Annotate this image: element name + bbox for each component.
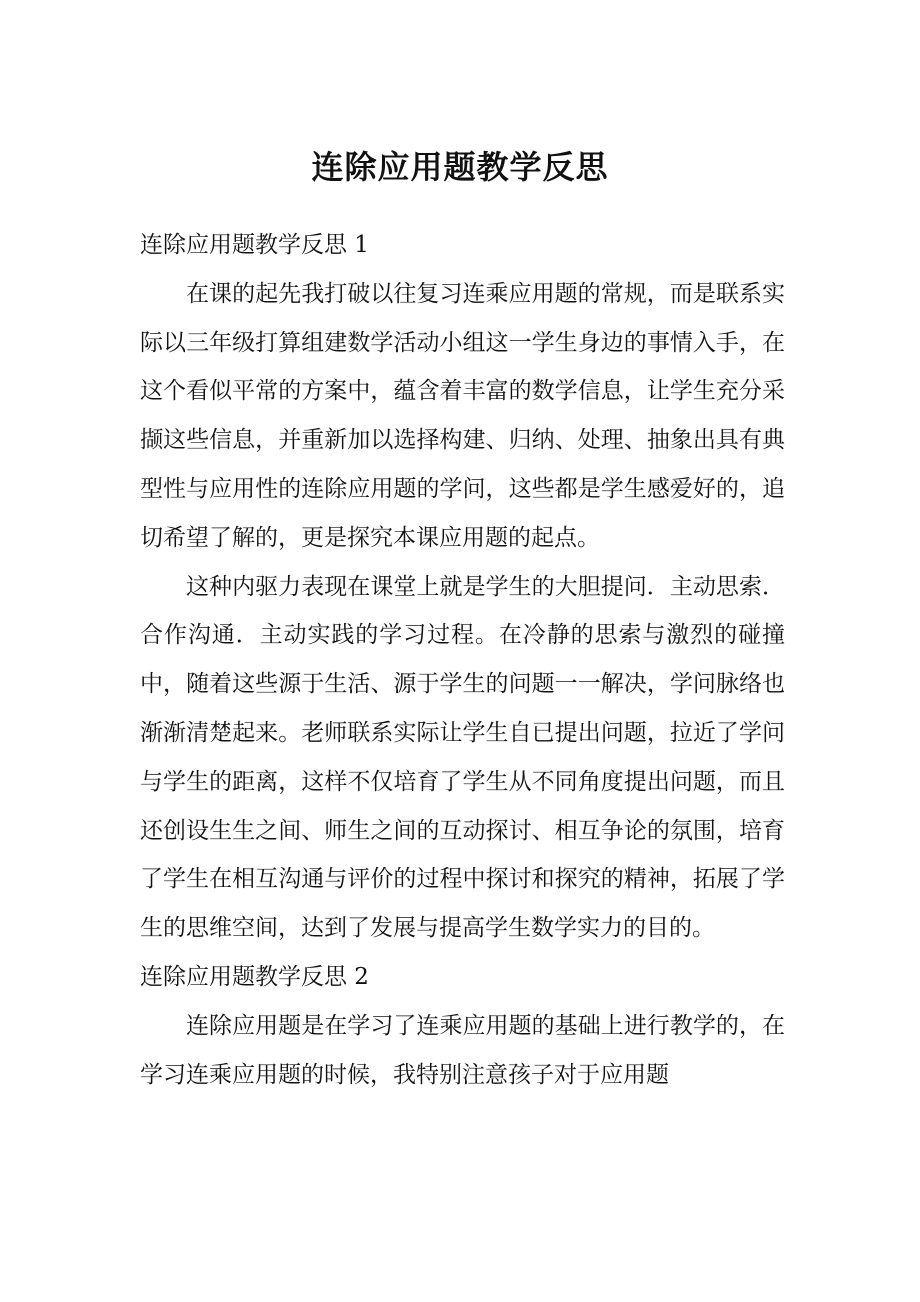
section-1-paragraph-2: 这种内驱力表现在课堂上就是学生的大胆提问．主动思索．合作沟通．主动实践的学习过程。在冷静的思索与激烈的碰撞中，随着这些源于生活、源于学生的问题一一解决，学问脉络也渐渐清楚起来。老师联系实际让学生自已提出问题，拉近了学问与学生的距离，这样不仅培育了学生从不同角度提出问题，而且还创设生生之间、师生之间的互动探讨、相互争论的氛围，培育了学生在相互沟通与评价的过程中探讨和探究的精神，拓展了学生的思维空间，达到了发展与提高学生数学实力的目的。 (140, 573, 785, 942)
section-1-paragraph-1: 在课的起先我打破以往复习连乘应用题的常规，而是联系实际以三年级打算组建数学活动小组这一学生身边的事情入手，在这个看似平常的方案中，蕴含着丰富的数学信息，让学生充分采撷这些信息，并重新加以选择构建、归纳、处理、抽象出具有典型性与应用性的连除应用题的学问，这些都是学生感爱好的，追切希望了解的，更是探究本课应用题的起点。 (140, 280, 785, 551)
document-body (140, 221, 785, 1099)
section-2-paragraph-1: 连除应用题是在学习了连乘应用题的基础上进行教学的，在学习连乘应用题的时候，我特别注意孩子对于应用题 (140, 1012, 785, 1088)
section-heading-2: 连除应用题教学反思 2 (140, 963, 369, 990)
section-heading-1: 连除应用题教学反思 1 (140, 232, 369, 258)
document-title: 连除应用题教学反思 (311, 148, 609, 186)
